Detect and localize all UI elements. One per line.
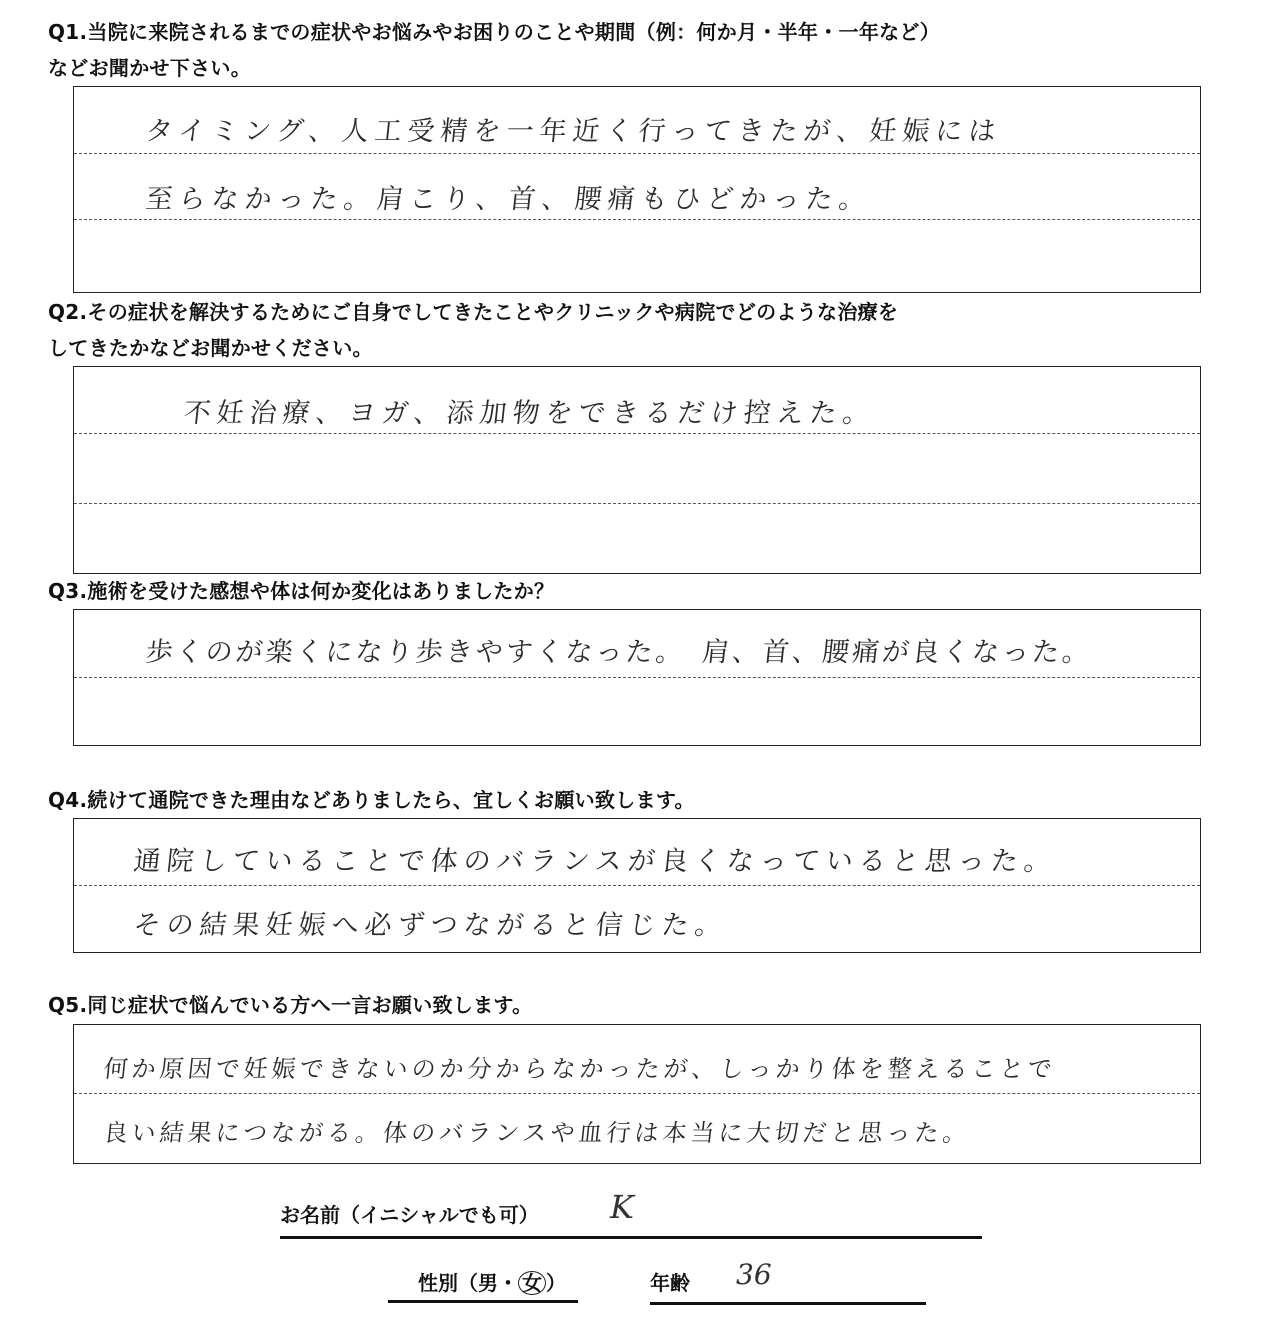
age-label: 年齢	[650, 1271, 690, 1295]
q1-question-line1: Q1.当院に来院されるまでの症状やお悩みやお困りのことや期間（例：何か月・半年・一年など）	[48, 20, 941, 44]
answer-rule	[74, 885, 1200, 886]
gender-underline	[388, 1300, 578, 1303]
q4-answer-line2: その結果妊娠へ必ずつながると信じた。	[132, 910, 730, 941]
q5-question-line1: Q5.同じ症状で悩んでいる方へ一言お願い致します。	[48, 993, 533, 1017]
q1-question-line2: などお聞かせ下さい。	[48, 56, 251, 80]
gender-label-prefix: 性別（	[418, 1271, 478, 1295]
q5-answer-line2: 良い結果につながる。体のバランスや血行は本当に大切だと思った。	[102, 1119, 973, 1147]
q4-answer-line1: 通院していることで体のバランスが良くなっていると思った。	[132, 846, 1059, 877]
q1-answer-line2: 至らなかった。肩こり、首、腰痛もひどかった。	[144, 184, 874, 215]
q1-answer-box[interactable]	[73, 86, 1201, 293]
gender-option-male[interactable]: 男	[478, 1271, 498, 1295]
name-value[interactable]: K	[610, 1188, 634, 1226]
answer-rule	[74, 1093, 1200, 1094]
q2-question-line2: してきたかなどお聞かせください。	[48, 336, 373, 360]
answer-rule	[74, 677, 1200, 678]
answer-rule	[74, 433, 1200, 434]
q3-question-line1: Q3.施術を受けた感想や体は何か変化はありましたか？	[48, 579, 555, 603]
q3-answer-box[interactable]	[73, 609, 1201, 746]
gender-separator: ・	[498, 1271, 518, 1295]
q4-question-line1: Q4.続けて通院できた理由などありましたら、宜しくお願い致します。	[48, 788, 695, 812]
q3-answer-line1: 歩くのが楽くになり歩きやすくなった。 肩、首、腰痛が良くなった。	[144, 637, 1094, 668]
answer-rule	[74, 153, 1200, 154]
name-underline	[280, 1236, 982, 1239]
q5-answer-box[interactable]	[73, 1024, 1201, 1164]
answer-rule	[74, 503, 1200, 504]
q5-answer-line1: 何か原因で妊娠できないのか分からなかったが、しっかり体を整えることで	[102, 1055, 1058, 1083]
gender-option-female-selected[interactable]: 女	[518, 1271, 546, 1295]
name-label: お名前（イニシャルでも可）	[280, 1203, 539, 1227]
age-underline	[650, 1302, 926, 1305]
q4-answer-box[interactable]	[73, 818, 1201, 953]
q2-answer-box[interactable]	[73, 366, 1201, 574]
age-value[interactable]: 36	[736, 1258, 772, 1291]
gender-field[interactable]	[418, 1267, 566, 1296]
q1-answer-line1: タイミング、人工受精を一年近く行ってきたが、妊娠には	[144, 116, 1004, 147]
answer-rule	[74, 219, 1200, 220]
q2-answer-line1: 不妊治療、ヨガ、添加物をできるだけ控えた。	[182, 398, 878, 429]
q2-question-line1: Q2.その症状を解決するためにご自身でしてきたことやクリニックや病院でどのような治療を	[48, 300, 899, 324]
gender-label-suffix: ）	[546, 1271, 566, 1295]
